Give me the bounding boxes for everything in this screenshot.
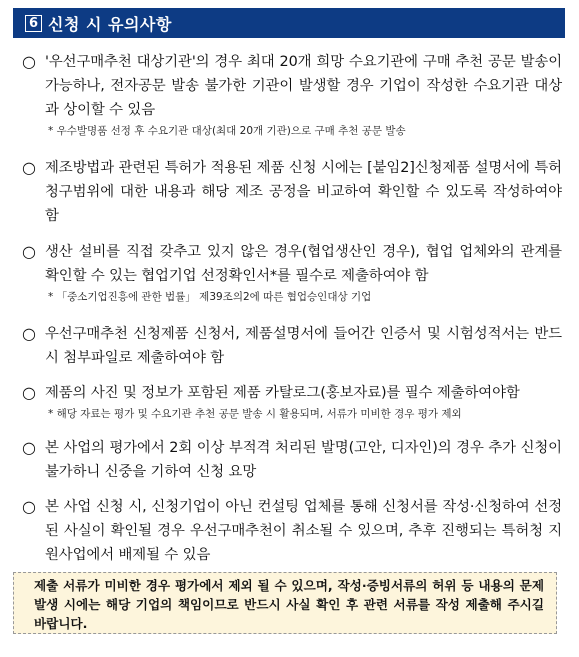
list-item xyxy=(22,50,562,140)
bullet-icon: ○ xyxy=(22,158,36,177)
section-title: 신청 시 유의사항 xyxy=(48,14,172,34)
item-text: 본 사업 신청 시, 신청기업이 아닌 컨설팅 업체를 통해 신청서를 작성·신청하여 선정된 사실이 확인될 경우 우선구매추천이 취소될 수 있으며, 추후 진행되는 특허청 지원사업에서 배제될 수 있음 xyxy=(45,499,562,563)
section-header xyxy=(13,8,565,38)
notice-box: 제출 서류가 미비한 경우 평가에서 제외 될 수 있으며, 작성·증빙서류의 허위 등 내용의 문제 발생 시에는 해당 기업의 책임이므로 반드시 사실 확인 후 관련 서류를 작성 제출해 주시길 바랍니다. xyxy=(13,572,557,634)
item-note: * 해당 자료는 평가 및 수요기관 추천 공문 발송 시 활용되며, 서류가 미비한 경우 평가 제외 xyxy=(48,408,462,420)
list-item xyxy=(22,240,562,306)
bullet-icon: ○ xyxy=(22,497,36,516)
item-text: '우선구매추천 대상기관'의 경우 최대 20개 희망 수요기관에 구매 추천 공문 발송이 가능하나, 전자공문 발송 불가한 기관이 발생할 경우 기업이 작성한 수요기관 대상과 상이할 수 있음 xyxy=(45,54,562,118)
bullet-icon: ○ xyxy=(22,324,36,343)
bullet-icon: ○ xyxy=(22,383,36,402)
list-item xyxy=(22,322,562,370)
item-note: * 「중소기업진흥에 관한 법률」 제39조의2에 따른 협업승인대상 기업 xyxy=(48,291,372,303)
list-item xyxy=(22,156,562,228)
bullet-icon: ○ xyxy=(22,242,36,261)
bullet-icon: ○ xyxy=(22,52,36,71)
item-text: 제조방법과 관련된 특허가 적용된 제품 신청 시에는 [붙임2]신청제품 설명서에 특허청구범위에 대한 내용과 해당 제조 공정을 비교하여 확인할 수 있도록 작성하여야 함 xyxy=(45,160,562,224)
bullet-icon: ○ xyxy=(22,438,36,457)
item-text: 생산 설비를 직접 갖추고 있지 않은 경우(협업생산인 경우), 협업 업체와의 관계를 확인할 수 있는 협업기업 선정확인서*를 필수로 제출하여야 함 xyxy=(45,244,562,284)
item-text: 우선구매추천 신청제품 신청서, 제품설명서에 들어간 인증서 및 시험성적서는 반드시 첨부파일로 제출하여야 함 xyxy=(45,326,562,366)
item-text: 본 사업의 평가에서 2회 이상 부적격 처리된 발명(고안, 디자인)의 경우 추가 신청이 불가하니 신중을 기하여 신청 요망 xyxy=(45,440,562,480)
section-number: 6 xyxy=(25,15,42,32)
list-item xyxy=(22,436,562,484)
list-item xyxy=(22,381,562,423)
list-item xyxy=(22,495,562,567)
item-note: * 우수발명품 선정 후 수요기관 대상(최대 20개 기관)으로 구매 추천 공문 발송 xyxy=(48,125,406,137)
item-text: 제품의 사진 및 정보가 포함된 제품 카탈로그(홍보자료)를 필수 제출하여야함 xyxy=(45,385,520,401)
